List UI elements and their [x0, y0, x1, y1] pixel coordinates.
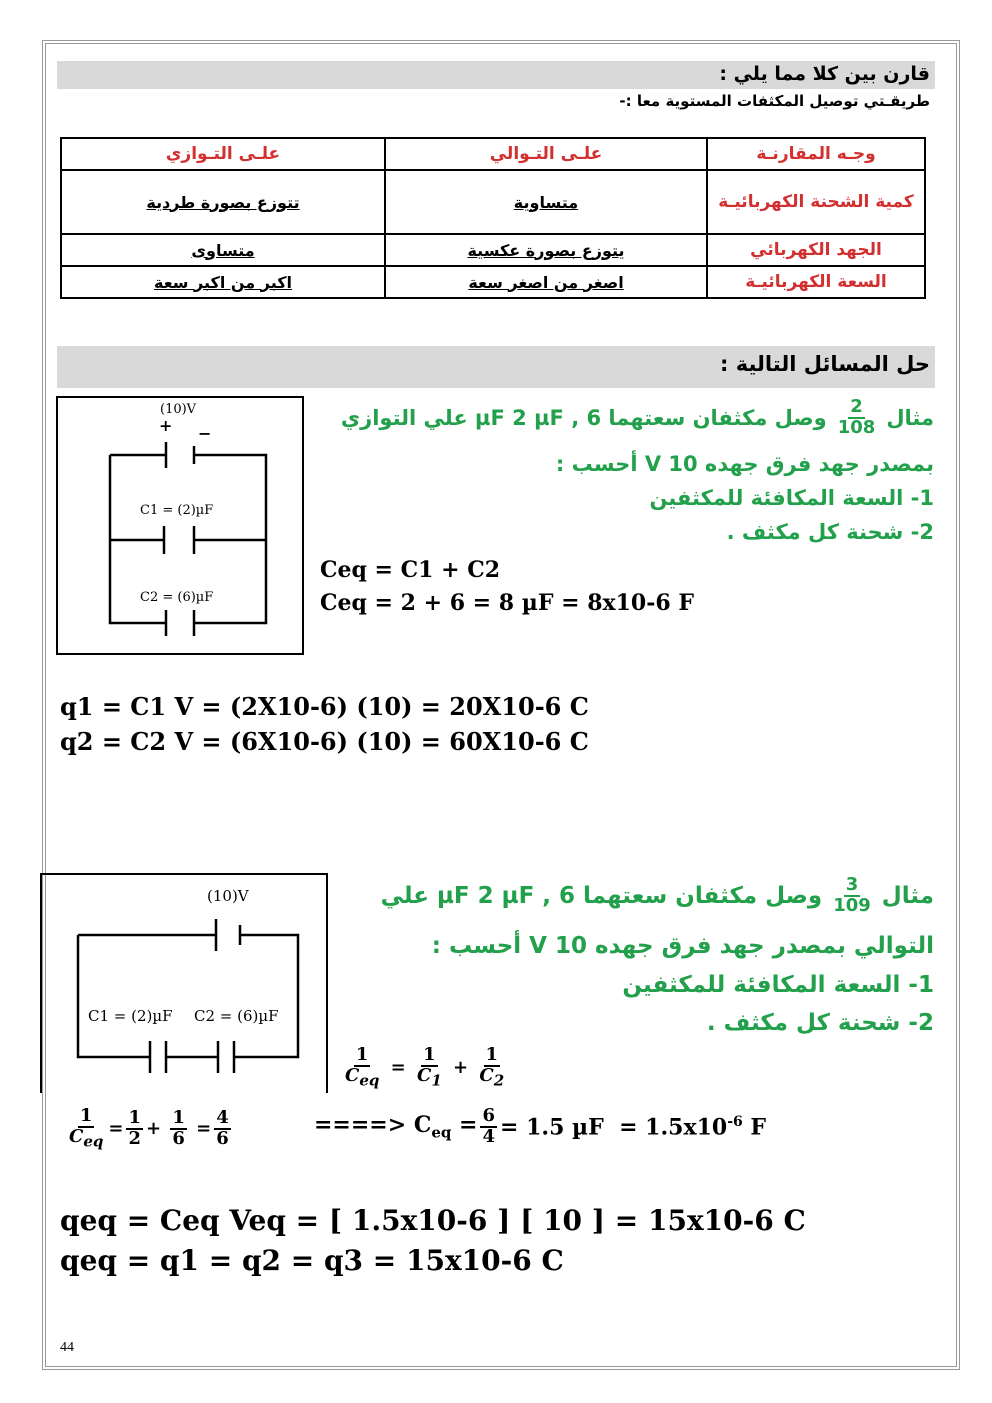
fraction-denominator: 109	[833, 894, 871, 916]
example2-line1: وصل مكثفان سعتهما µF 2 µF , 6 علي	[380, 882, 823, 909]
table-header-cell: علـى التـوالي	[385, 138, 707, 170]
parallel-circuit-wires	[58, 398, 302, 653]
page-number: 44	[60, 1340, 74, 1355]
row-series: اصغر من اصغر سعة	[385, 266, 707, 298]
row-aspect: الجهد الكهربائي	[707, 234, 925, 266]
table-row	[61, 266, 925, 298]
series-circuit-wires	[42, 875, 326, 1093]
recip-values-text	[64, 1107, 65, 1108]
example2-label: مثال	[881, 882, 934, 909]
fraction-numerator: 2	[850, 396, 863, 417]
example1-line4: 2- شحنة كل مكثف .	[726, 520, 934, 544]
row-series: متساوية	[385, 170, 707, 234]
result-text	[314, 1107, 315, 1108]
recip-eq-text	[340, 1046, 341, 1047]
row-parallel: تتوزع بصورة طردية	[61, 170, 385, 234]
c2-label: C2 = (6)µF	[140, 590, 214, 605]
example1-heading	[341, 398, 934, 438]
example2-recip-eq: $\frac{1}{C_{eq}}$ = $\frac{1}{C_1}$ + $\frac{1}{C_2}$	[340, 1046, 509, 1089]
example2-line3: 1- السعة المكافئة للمكثفين	[622, 972, 934, 998]
comparison-table	[60, 137, 926, 299]
circuit-diagram-parallel	[56, 396, 304, 655]
fraction-denominator: 108	[837, 416, 876, 438]
example1-line2: بمصدر جهد فرق جهده V 10 أحسب :	[555, 452, 934, 476]
table-header-cell: وجـه المقارنـة	[707, 138, 925, 170]
table-header-cell: علـى التـوازي	[61, 138, 385, 170]
circuit-voltage-label: (10)V	[207, 887, 249, 905]
row-aspect: السعة الكهربائيـة	[707, 266, 925, 298]
row-aspect: كمية الشحنة الكهربائيـة	[707, 170, 925, 234]
circuit-voltage-label: (10)V	[160, 402, 197, 417]
compare-title: قارن بين كلا مما يلي :	[719, 63, 930, 85]
plus-sign: +	[159, 416, 173, 435]
compare-subtitle: طريقـتي توصيل المكثفات المستوية معا :-	[619, 92, 930, 110]
circuit-diagram-series	[40, 873, 328, 1093]
example1-eq1: Ceq = C1 + C2	[320, 557, 501, 583]
row-parallel: متساوى	[61, 234, 385, 266]
example2-qeq1: qeq = Ceq Veq = [ 1.5x10-6 ] [ 10 ] = 15x10-6 C	[60, 1204, 806, 1237]
example2-line4: 2- شحنة كل مكثف .	[706, 1010, 934, 1036]
row-series: يتوزع بصورة عكسية	[385, 234, 707, 266]
example1-q1: q1 = C1 V = (2X10-6) (10) = 20X10-6 C	[60, 692, 589, 721]
minus-sign: −	[198, 424, 212, 443]
example2-line2: التوالي بمصدر جهد فرق جهده V 10 أحسب :	[431, 933, 934, 959]
c1-label: C1 = (2)µF	[140, 503, 214, 518]
table-row	[61, 170, 925, 234]
example2-heading	[381, 876, 934, 916]
example2-number	[831, 876, 873, 916]
example2-recip-values: $\frac{1}{C_{eq}}$ = $\frac{1}{2}$ + $\frac{1}{6}$ = $\frac{4}{6}$	[64, 1107, 234, 1150]
example1-number	[836, 398, 878, 438]
row-parallel: اكبر من اكبر سعة	[61, 266, 385, 298]
fraction-numerator: 3	[845, 874, 859, 895]
table-row	[61, 234, 925, 266]
problems-title: حل المسائل التالية :	[720, 352, 930, 376]
c2-label: C2 = (6)µF	[194, 1007, 279, 1025]
example1-line1: وصل مكثفان سعتهما µF 2 µF , 6 علي التوازي	[340, 405, 827, 430]
example1-eq2: Ceq = 2 + 6 = 8 µF = 8x10-6 F	[320, 590, 694, 616]
example1-label: مثال	[886, 405, 934, 430]
c1-label: C1 = (2)µF	[88, 1007, 173, 1025]
example2-result: ====> $C_{eq}$ = $\frac{6}{4}$ = 1.5 $\mu F = 1.5x10^{-6}$ F	[314, 1105, 767, 1147]
table-header-row	[61, 138, 925, 170]
example1-line3: 1- السعة المكافئة للمكثفين	[649, 486, 934, 510]
example2-qeq2: qeq = q1 = q2 = q3 = 15x10-6 C	[60, 1244, 564, 1277]
example1-q2: q2 = C2 V = (6X10-6) (10) = 60X10-6 C	[60, 727, 589, 756]
